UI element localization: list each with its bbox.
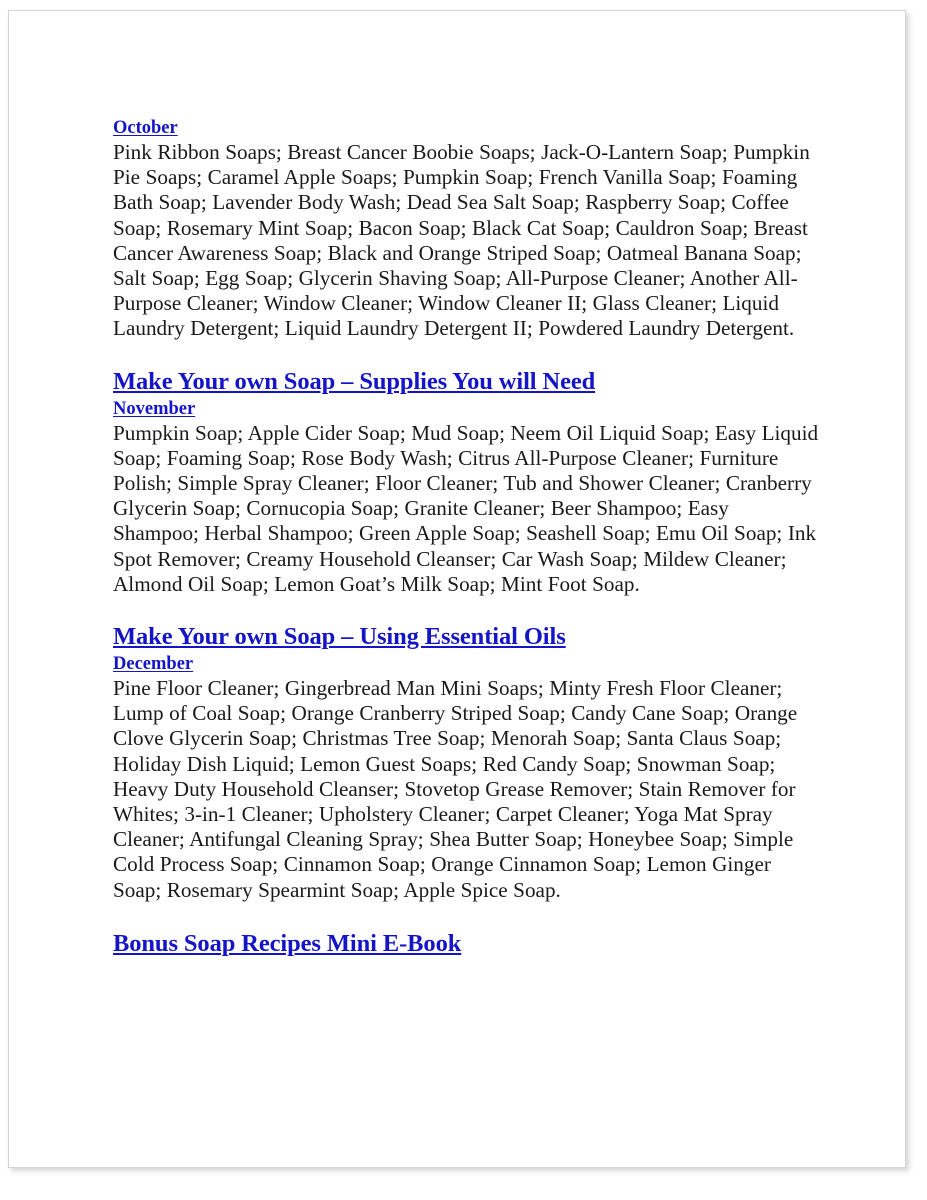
heading-link-bonus-soap-recipes-mini-ebook[interactable]: Bonus Soap Recipes Mini E-Book [113, 929, 462, 957]
page-content [113, 116, 819, 959]
section-november [113, 367, 819, 597]
heading-month-october[interactable]: October [113, 118, 178, 138]
section-bonus [113, 929, 819, 959]
heading-month-november[interactable]: November [113, 398, 196, 419]
section-december [113, 622, 819, 903]
recipe-list-december: Pine Floor Cleaner; Gingerbread Man Mini Soaps; Minty Fresh Floor Cleaner; Lump of Coal Soap; Orange Cranberry Striped Soap; Candy Cane Soap; Orange Clove Glycerin Soap; Christmas Tree Soap; Menorah Soap; Santa Claus Soap; Holiday Dish Liquid; Lemon Guest Soaps; Red Candy Soap; Snowman Soap; Heavy Duty Household Cleanser; Stovetop Grease Remover; Stain Remover for Whites; 3-in-1 Cleaner; Upholstery Cleaner; Carpet Cleaner; Yoga Mat Spray Cleaner; Antifungal Cleaning Spray; Shea Butter Soap; Honeybee Soap; Simple Cold Process Soap; Cinnamon Soap; Orange Cinnamon Soap; Lemon Ginger Soap; Rosemary Spearmint Soap; Apple Spice Soap. [113, 676, 798, 902]
heading-month-december[interactable]: December [113, 654, 194, 675]
recipe-list-october: Pink Ribbon Soaps; Breast Cancer Boobie Soaps; Jack-O-Lantern Soap; Pumpkin Pie Soaps; Caramel Apple Soaps; Pumpkin Soap; French Vanilla Soap; Foaming Bath Soap; Lavender Body Wash; Dead Sea Salt Soap; Raspberry Soap; Coffee Soap; Rosemary Mint Soap; Bacon Soap; Black Cat Soap; Cauldron Soap; Breast Cancer Awareness Soap; Black and Orange Striped Soap; Oatmeal Banana Soap; Salt Soap; Egg Soap; Glycerin Shaving Soap; All-Purpose Cleaner; Another All-Purpose Cleaner; Window Cleaner; Window Cleaner II; Glass Cleaner; Liquid Laundry Detergent; Liquid Laundry Detergent II; Powdered Laundry Detergent. [113, 140, 810, 341]
heading-link-supplies-you-will-need[interactable]: Make Your own Soap – Supplies You will Need [113, 367, 596, 395]
document-page [8, 10, 906, 1168]
recipe-list-november: Pumpkin Soap; Apple Cider Soap; Mud Soap; Neem Oil Liquid Soap; Easy Liquid Soap; Foaming Soap; Rose Body Wash; Citrus All-Purpose Cleaner; Furniture Polish; Simple Spray Cleaner; Floor Cleaner; Tub and Shower Cleaner; Cranberry Glycerin Soap; Cornucopia Soap; Granite Cleaner; Beer Shampoo; Easy Shampoo; Herbal Shampoo; Green Apple Soap; Seashell Soap; Emu Oil Soap; Ink Spot Remover; Creamy Household Cleanser; Car Wash Soap; Mildew Cleaner; Almond Oil Soap; Lemon Goat’s Milk Soap; Mint Foot Soap. [113, 420, 819, 596]
heading-link-using-essential-oils[interactable]: Make Your own Soap – Using Essential Oils [113, 623, 566, 651]
section-october [113, 116, 819, 342]
